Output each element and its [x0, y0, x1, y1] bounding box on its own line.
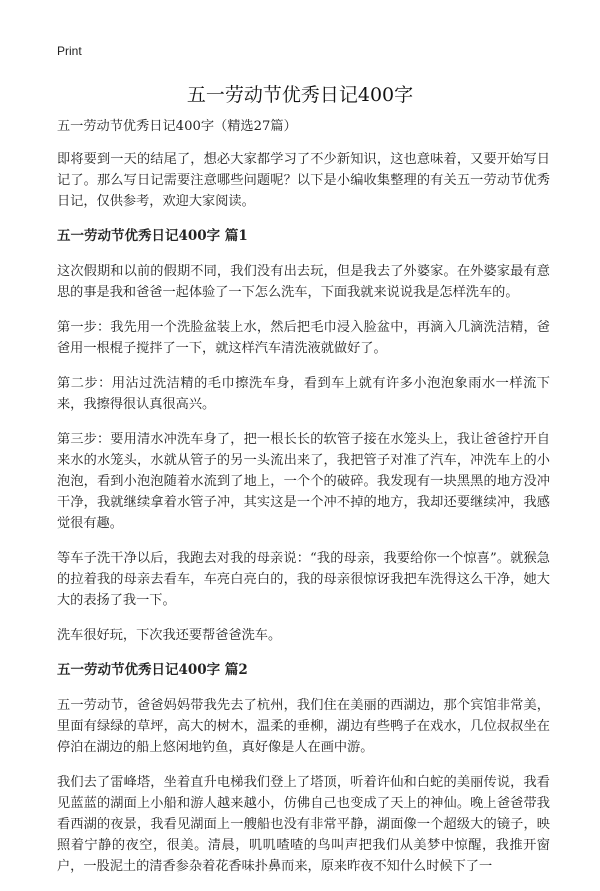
paragraph: 等车子洗干净以后，我跑去对我的母亲说：“我的母亲，我要给你一个惊喜”。就猴急的拉着我的母亲去看车，车亮白亮白的，我的母亲很惊讶我把车洗得这么干净，她大大的表扬了我一下。 [57, 551, 550, 608]
paragraph: 洗车很好玩，下次我还要帮爸爸洗车。 [57, 628, 282, 643]
intro-paragraph: 即将要到一天的结尾了，想必大家都学习了不少新知识，这也意味着，又要开始写日记了。那么写日记需要注意哪些问题呢？以下是小编收集整理的有关五一劳动节优秀日记，仅供参考，欢迎大家阅读。 [57, 152, 550, 209]
paragraph: 这次假期和以前的假期不同，我们没有出去玩，但是我去了外婆家。在外婆家最有意思的事是我和爸爸一起体验了一下怎么洗车，下面我就来说说我是怎样洗车的。 [57, 264, 550, 300]
paragraph: 第一步：我先用一个洗脸盆装上水，然后把毛巾浸入脸盆中，再滴入几滴洗洁精，爸爸用一根棍子搅拌了一下，就这样汽车清洗液就做好了。 [57, 320, 550, 356]
article-heading-1: 五一劳动节优秀日记400字 篇1 [57, 228, 248, 244]
paragraph: 五一劳动节，爸爸妈妈带我先去了杭州，我们住在美丽的西湖边，那个宾馆非常美，里面有绿绿的草坪，高大的树木，温柔的垂柳，湖边有些鸭子在戏水，几位叔叔坐在停泊在湖边的船上悠闲地钓鱼，真好像是人在画中游。 [57, 698, 550, 755]
page-title: 五一劳动节优秀日记400字 [186, 84, 414, 106]
paragraph: 第二步：用沾过洗洁精的毛巾擦洗车身，看到车上就有许多小泡泡象雨水一样流下来，我擦得很认真很高兴。 [57, 376, 550, 412]
article-heading-2: 五一劳动节优秀日记400字 篇2 [57, 662, 248, 678]
paragraph: 我们去了雷峰塔，坐着直升电梯我们登上了塔顶，听着许仙和白蛇的美丽传说，我看见蓝蓝的湖面上小船和游人越来越小，仿佛自己也变成了天上的神仙。晚上爸爸带我看西湖的夜景，我看见湖面上一艘船也没有非常平静，湖面像一个超级大的镜子，映照着宁静的夜空，很美。清晨，叽叽喳喳的鸟叫声把我们从美梦中惊醒，我推开窗户，一股泥土的清香参杂着花香味扑鼻而来，原来昨夜不知什么时候下了一 [57, 775, 550, 874]
article-content [57, 116, 550, 891]
paragraph: 第三步：要用清水冲洗车身了，把一根长长的软管子接在水笼头上，我让爸爸拧开自来水的水笼头，水就从管子的另一头流出来了，我把管子对准了汽车，冲洗车上的小泡泡，看到小泡泡随着水流到了地上，一个个的破碎。我发现有一块黑黑的地方没冲干净，我就继续拿着水管子冲，其实这是一个冲不掉的地方，我却还要继续冲，我感觉很有趣。 [57, 432, 550, 531]
print-link[interactable]: Print [57, 44, 82, 58]
subtitle: 五一劳动节优秀日记400字（精选27篇） [57, 119, 297, 134]
